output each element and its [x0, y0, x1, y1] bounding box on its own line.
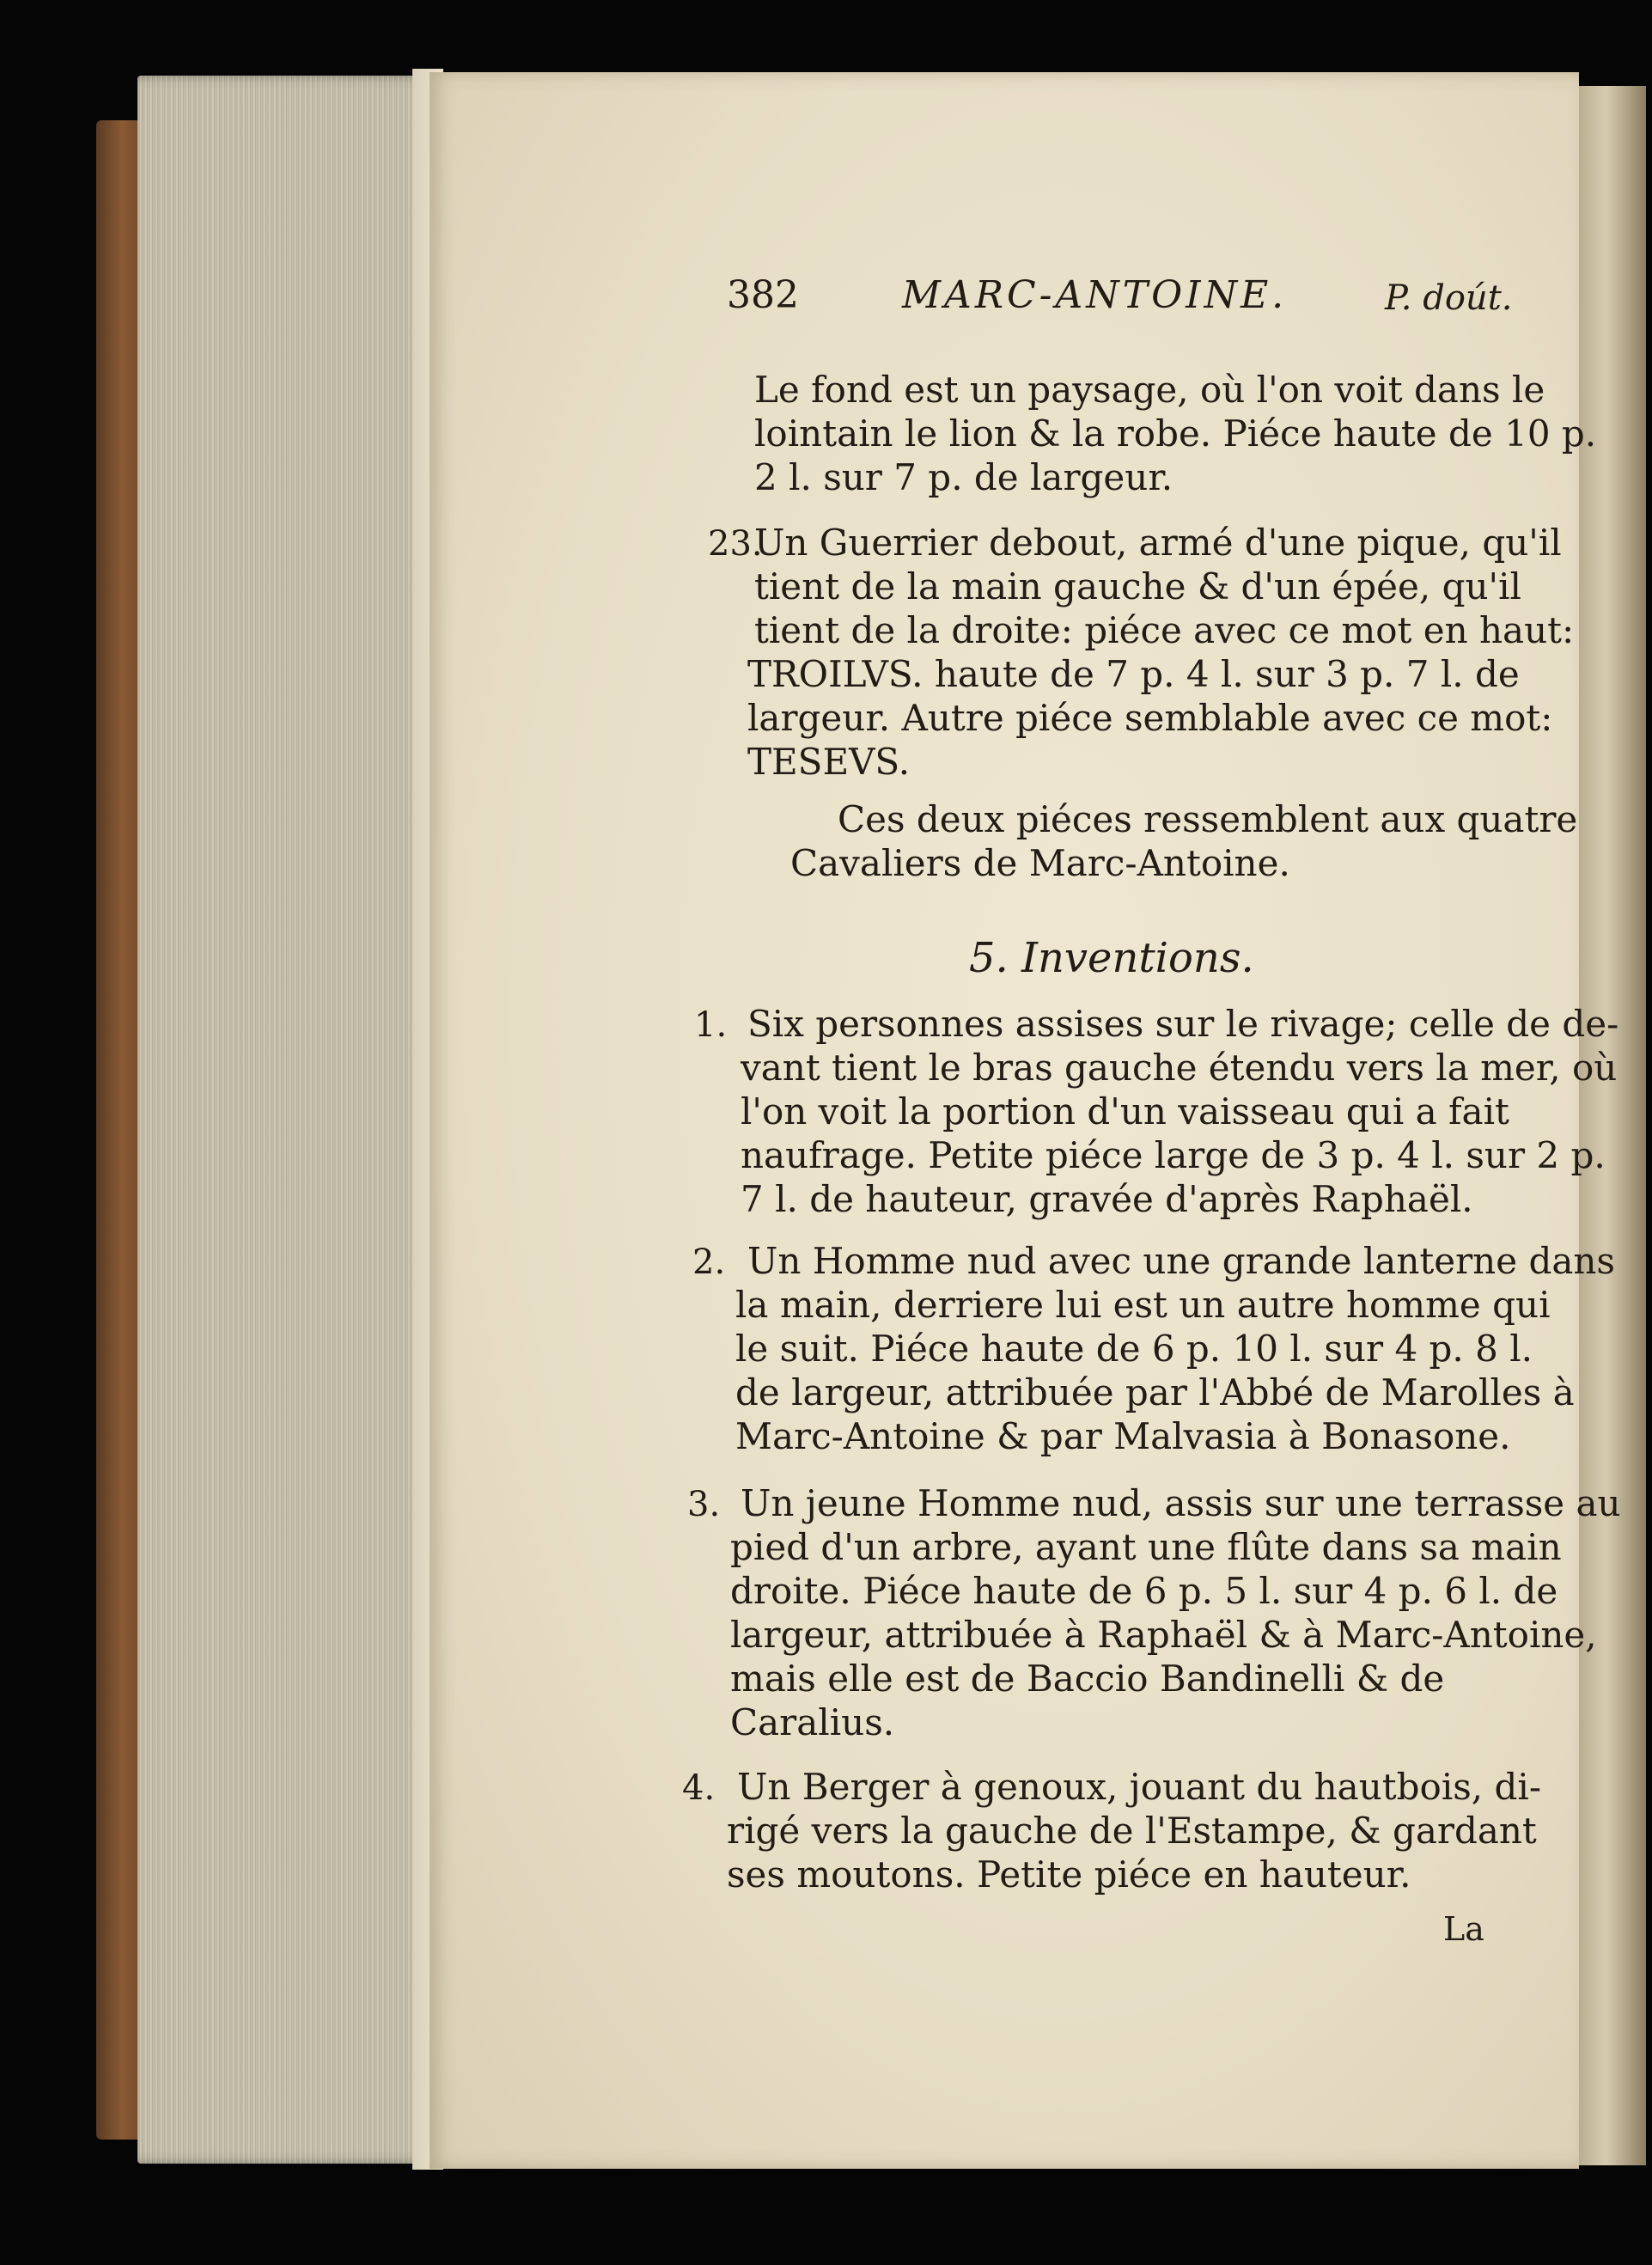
facing-page-edge — [1579, 86, 1646, 2165]
note-line: Cavaliers de Marc-Antoine. — [790, 842, 1290, 884]
text-line: Marc-Antoine & par Malvasia à Bonasone. — [735, 1415, 1511, 1457]
text-line: lointain le lion & la robe. Piéce haute de 10 p. — [754, 412, 1597, 455]
text-line: largeur. Autre piéce semblable avec ce mot: — [747, 697, 1553, 739]
text-line: Un Homme nud avec une grande lanterne dans — [747, 1240, 1615, 1282]
text-line: Un Guerrier debout, armé d'une pique, qu'il — [754, 522, 1562, 564]
text-line: Six personnes assises sur le rivage; celle de de- — [747, 1003, 1619, 1045]
text-line: naufrage. Petite piéce large de 3 p. 4 l. sur 2 p. — [741, 1134, 1606, 1176]
text-line: 2 l. sur 7 p. de largeur. — [754, 456, 1173, 498]
text-line: mais elle est de Baccio Bandinelli & de — [730, 1658, 1445, 1700]
text-line: vant tient le bras gauche étendu vers la mer, où — [741, 1047, 1618, 1089]
text-line: la main, derriere lui est un autre homme qui — [735, 1284, 1551, 1326]
item-number: 3. — [687, 1485, 721, 1524]
item-number: 23. — [708, 524, 763, 564]
text-line: Un jeune Homme nud, assis sur une terrasse au — [741, 1482, 1621, 1524]
catchword: La — [1443, 1910, 1484, 1948]
item-number: 1. — [694, 1005, 728, 1045]
section-heading: 5. Inventions. — [969, 934, 1254, 982]
note-line: Ces deux piéces ressemblent aux quatre — [838, 798, 1578, 840]
text-line: TESEVS. — [747, 741, 911, 783]
text-line: ses moutons. Petite piéce en hauteur. — [727, 1853, 1411, 1896]
page-number: 382 — [727, 273, 799, 317]
text-line: pied d'un arbre, ayant une flûte dans sa main — [730, 1526, 1562, 1568]
item-number: 4. — [682, 1768, 716, 1808]
text-line: TROILVS. haute de 7 p. 4 l. sur 3 p. 7 l. de — [747, 653, 1520, 695]
text-line: l'on voit la portion d'un vaisseau qui a fait — [741, 1090, 1509, 1132]
text-line: droite. Piéce haute de 6 p. 5 l. sur 4 p. 6 l. de — [730, 1570, 1558, 1612]
text-line: le suit. Piéce haute de 6 p. 10 l. sur 4 p. 8 l. — [735, 1328, 1533, 1370]
page-block-edge — [137, 76, 442, 2164]
text-line: largeur, attribuée à Raphaël & à Marc-Antoine, — [730, 1614, 1597, 1656]
text-line: Le fond est un paysage, où l'on voit dans le — [754, 369, 1545, 411]
text-line: de largeur, attribuée par l'Abbé de Marolles à — [735, 1371, 1575, 1413]
running-head-right: P. doút. — [1385, 278, 1513, 318]
item-number: 2. — [692, 1242, 726, 1282]
text-line: Un Berger à genoux, jouant du hautbois, di- — [737, 1766, 1542, 1808]
text-line: Caralius. — [730, 1701, 895, 1743]
text-line: rigé vers la gauche de l'Estampe, & gardant — [727, 1810, 1537, 1852]
text-line: tient de la main gauche & d'un épée, qu'il — [754, 565, 1521, 607]
text-line: 7 l. de hauteur, gravée d'après Raphaël. — [741, 1178, 1473, 1220]
running-title: MARC-ANTOINE. — [902, 273, 1288, 317]
text-line: tient de la droite: piéce avec ce mot en haut: — [754, 609, 1575, 651]
